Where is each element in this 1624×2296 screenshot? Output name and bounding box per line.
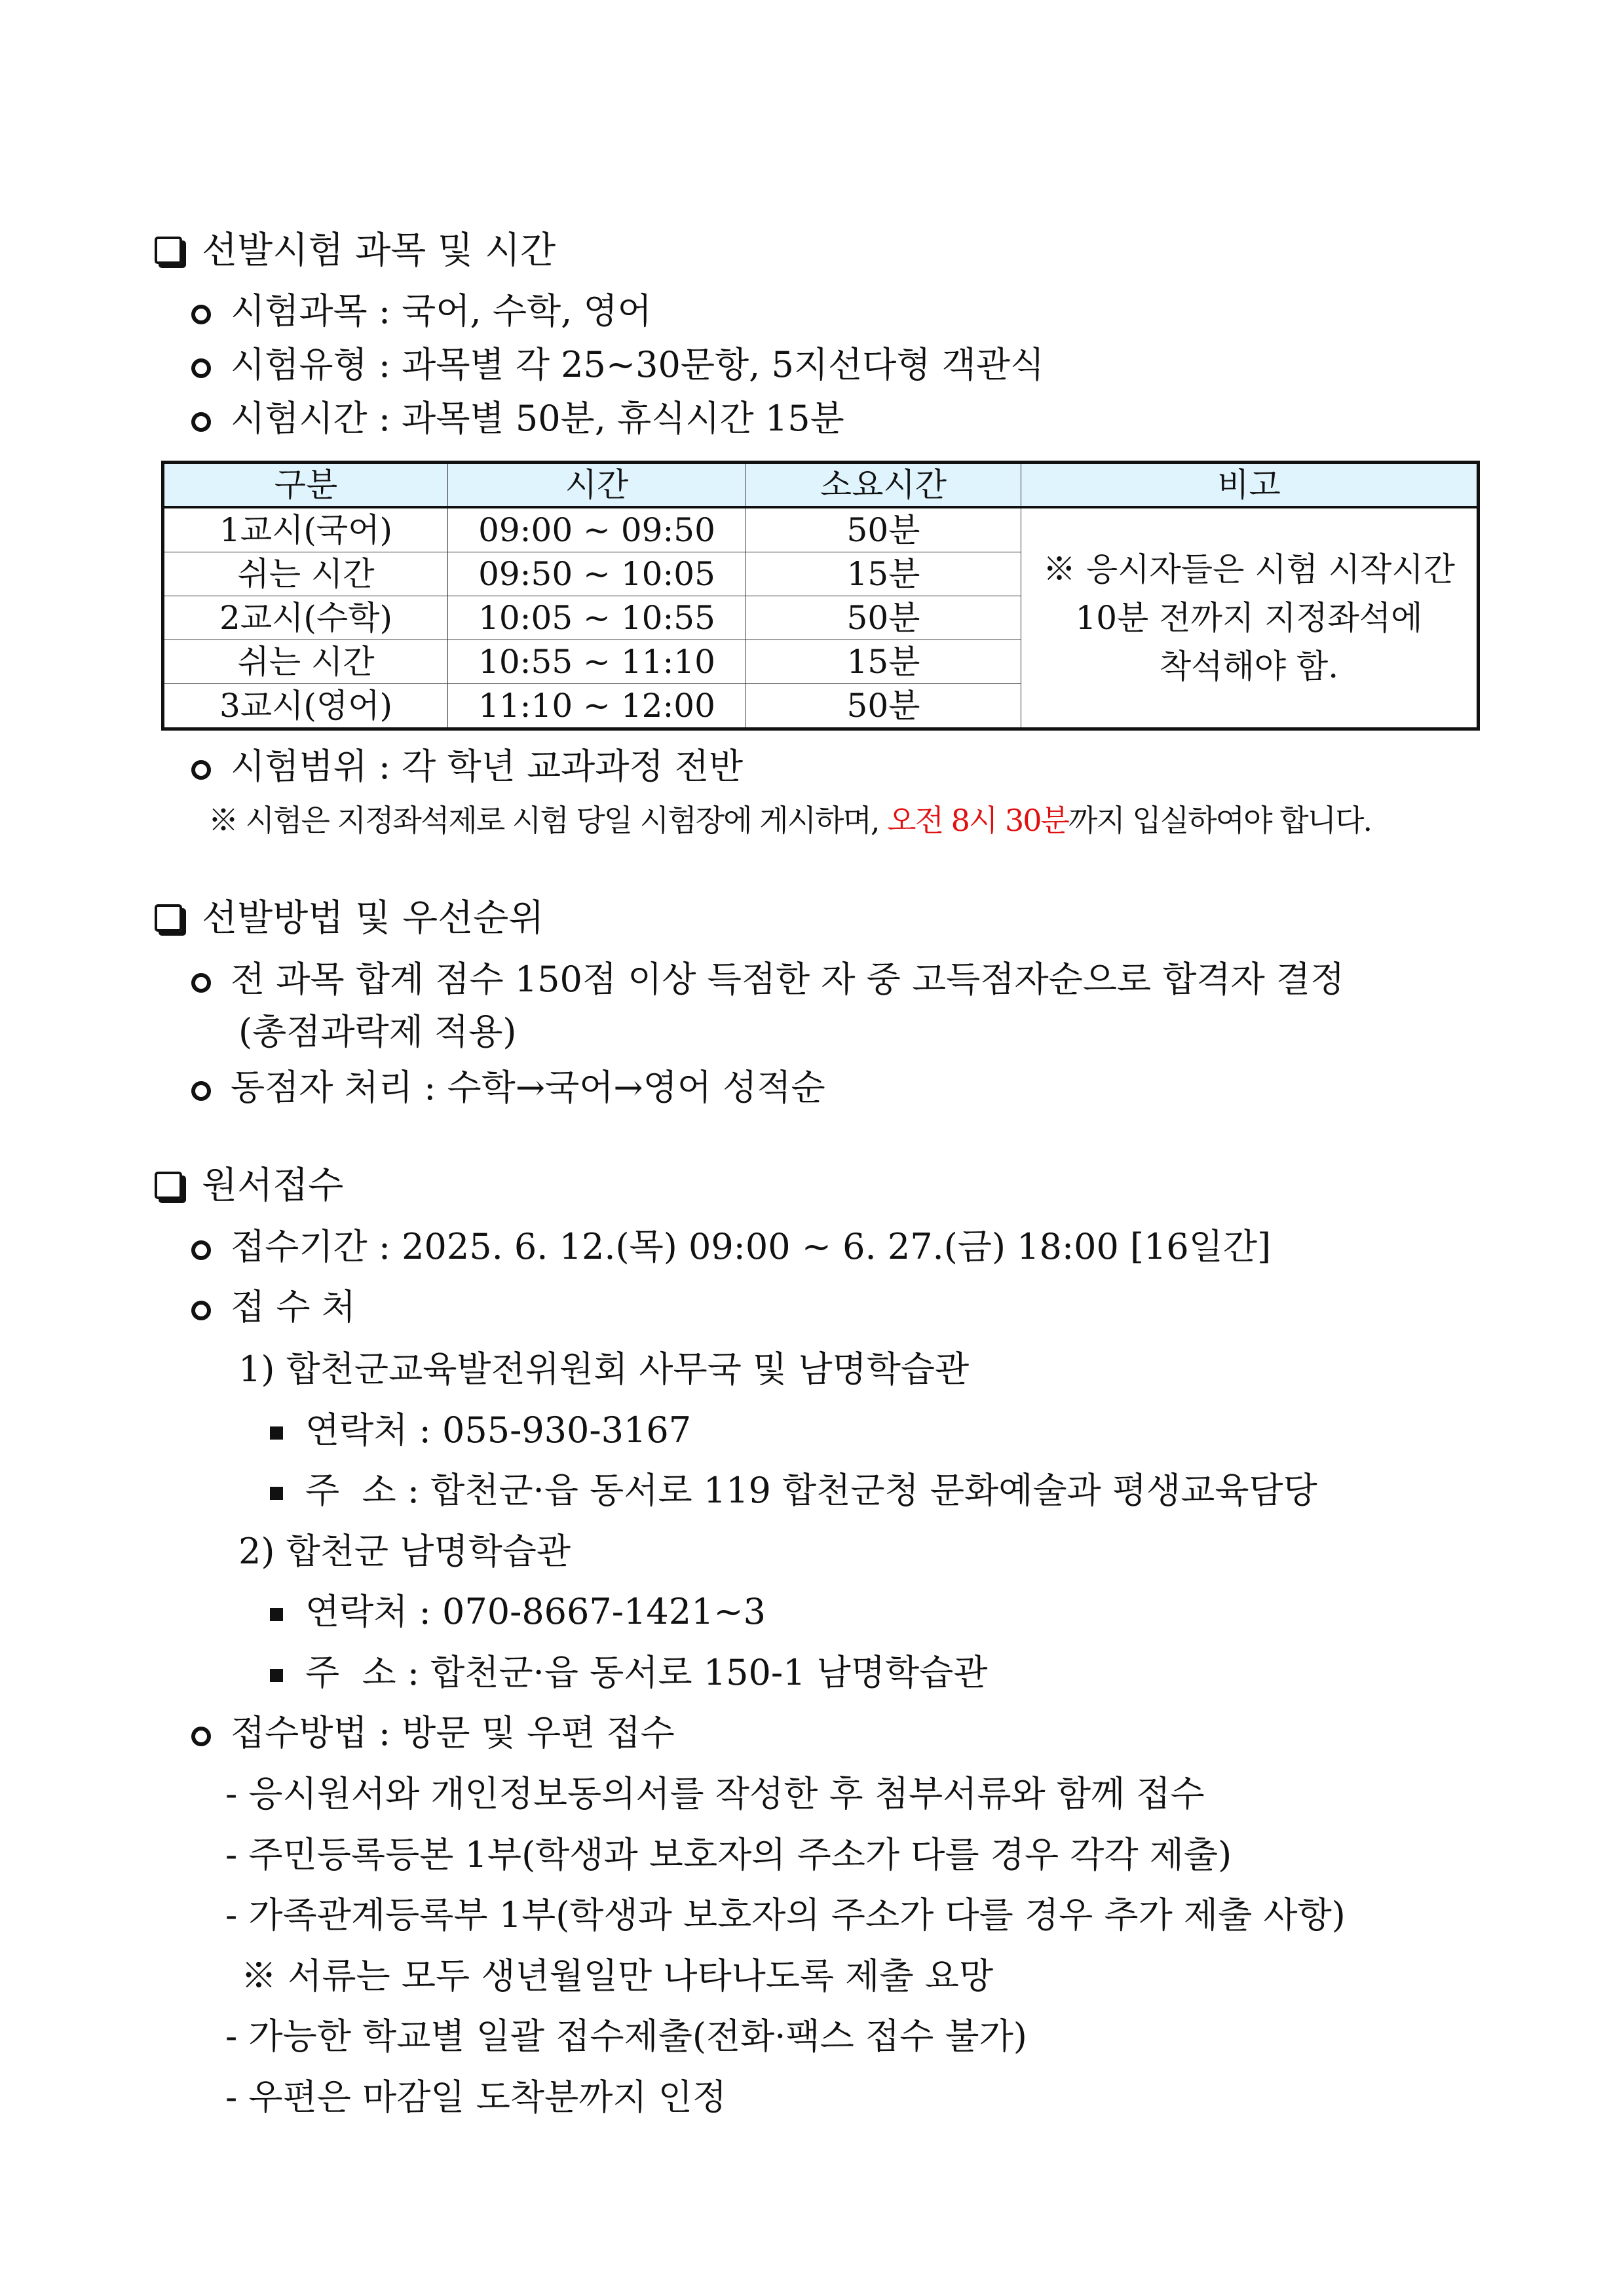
- cell-time: 10:55 ~ 11:10: [448, 640, 746, 684]
- section1-heading: 선발시험 과목 및 시간: [155, 228, 556, 274]
- circle-bullet-icon: [191, 305, 211, 324]
- notice-highlight: 오전 8시 30분: [887, 803, 1068, 838]
- exam-scope: 시험범위 : 각 학년 교과과정 전반: [191, 744, 743, 790]
- place2-address: 주 소 : 합천군·읍 동서로 150-1 남명학습관: [270, 1650, 987, 1696]
- cell-duration: 15분: [746, 640, 1021, 684]
- circle-bullet-icon: [191, 1240, 211, 1260]
- note-line: 착석해야 함.: [1159, 647, 1339, 685]
- square-bullet-small-icon: [270, 1669, 283, 1682]
- cell-time: 11:10 ~ 12:00: [448, 684, 746, 729]
- table-header-row: [163, 463, 1479, 508]
- cell-time: 09:00 ~ 09:50: [448, 507, 746, 552]
- place2-name: 2) 합천군 남명학습관: [238, 1531, 571, 1572]
- cell-remarks: [1021, 507, 1479, 729]
- section2-heading: 선발방법 및 우선순위: [155, 896, 544, 942]
- circle-bullet-icon: [191, 412, 211, 432]
- place1-contact: 연락처 : 055-930-3167: [270, 1407, 691, 1453]
- note-line: 10분 전까지 지정좌석에: [1075, 599, 1423, 637]
- application-method: 접수방법 : 방문 및 우편 접수: [191, 1710, 675, 1756]
- note-line: ※ 응시자들은 시험 시작시간: [1043, 550, 1455, 588]
- cell-period: 쉬는 시간: [163, 552, 448, 596]
- selection-method-note: (총점과락제 적용): [238, 1011, 517, 1052]
- circle-bullet-icon: [191, 1301, 211, 1320]
- cell-duration: 50분: [746, 684, 1021, 729]
- selection-method: 전 과목 합계 점수 150점 이상 득점한 자 중 고득점자순으로 합격자 결정: [191, 957, 1344, 1003]
- cell-duration: 15분: [746, 552, 1021, 596]
- cell-period: 1교시(국어): [163, 507, 448, 552]
- cell-period: 3교시(영어): [163, 684, 448, 729]
- square-bullet-icon: [155, 237, 182, 264]
- application-places-label: 접 수 처: [191, 1284, 356, 1330]
- square-bullet-icon: [155, 904, 182, 932]
- method-item: - 가족관계등록부 1부(학생과 보호자의 주소가 다를 경우 추가 제출 사항): [225, 1894, 1346, 1936]
- method-item: - 주민등록등본 1부(학생과 보호자의 주소가 다를 경우 각각 제출): [225, 1834, 1232, 1875]
- method-item: - 우편은 마감일 도착분까지 인정: [225, 2076, 727, 2118]
- circle-bullet-icon: [191, 973, 211, 993]
- place1-name: 1) 합천군교육발전위원회 사무국 및 남명학습관: [238, 1349, 970, 1390]
- cell-duration: 50분: [746, 596, 1021, 640]
- circle-bullet-icon: [191, 1081, 211, 1101]
- method-item: - 응시원서와 개인정보동의서를 작성한 후 첨부서류와 함께 접수: [225, 1773, 1205, 1814]
- documents-note: ※ 서류는 모두 생년월일만 나타나도록 제출 요망: [241, 1955, 994, 1997]
- circle-bullet-icon: [191, 760, 211, 780]
- cell-period: 2교시(수학): [163, 596, 448, 640]
- exam-schedule-table: [161, 461, 1480, 731]
- place2-contact: 연락처 : 070-8667-1421~3: [270, 1589, 766, 1635]
- exam-subjects: 시험과목 : 국어, 수학, 영어: [191, 288, 652, 334]
- place1-address: 주 소 : 합천군·읍 동서로 119 합천군청 문화예술과 평생교육담당: [270, 1468, 1317, 1514]
- exam-type: 시험유형 : 과목별 각 25~30문항, 5지선다형 객관식: [191, 342, 1044, 388]
- header-remarks: 비고: [1021, 463, 1479, 508]
- header-category: 구분: [163, 463, 448, 508]
- square-bullet-small-icon: [270, 1426, 283, 1440]
- square-bullet-small-icon: [270, 1608, 283, 1621]
- cell-duration: 50분: [746, 507, 1021, 552]
- exam-notice: ※ 시험은 지정좌석제로 시험 당일 시험장에 게시하며, 오전 8시 30분까지 입실하여야 합니다.: [208, 803, 1372, 838]
- cell-time: 09:50 ~ 10:05: [448, 552, 746, 596]
- table-row: [163, 507, 1479, 552]
- tie-break-rule: 동점자 처리 : 수학→국어→영어 성적순: [191, 1065, 825, 1111]
- header-time: 시간: [448, 463, 746, 508]
- application-period: 접수기간 : 2025. 6. 12.(목) 09:00 ~ 6. 27.(금) 18:00 [16일간]: [191, 1224, 1271, 1270]
- circle-bullet-icon: [191, 1727, 211, 1746]
- exam-time: 시험시간 : 과목별 50분, 휴식시간 15분: [191, 396, 844, 442]
- square-bullet-small-icon: [270, 1487, 283, 1500]
- circle-bullet-icon: [191, 358, 211, 378]
- square-bullet-icon: [155, 1172, 182, 1199]
- cell-time: 10:05 ~ 10:55: [448, 596, 746, 640]
- section3-heading: 원서접수: [155, 1163, 343, 1209]
- header-duration: 소요시간: [746, 463, 1021, 508]
- method-item: - 가능한 학교별 일괄 접수제출(전화·팩스 접수 불가): [225, 2016, 1027, 2057]
- cell-period: 쉬는 시간: [163, 640, 448, 684]
